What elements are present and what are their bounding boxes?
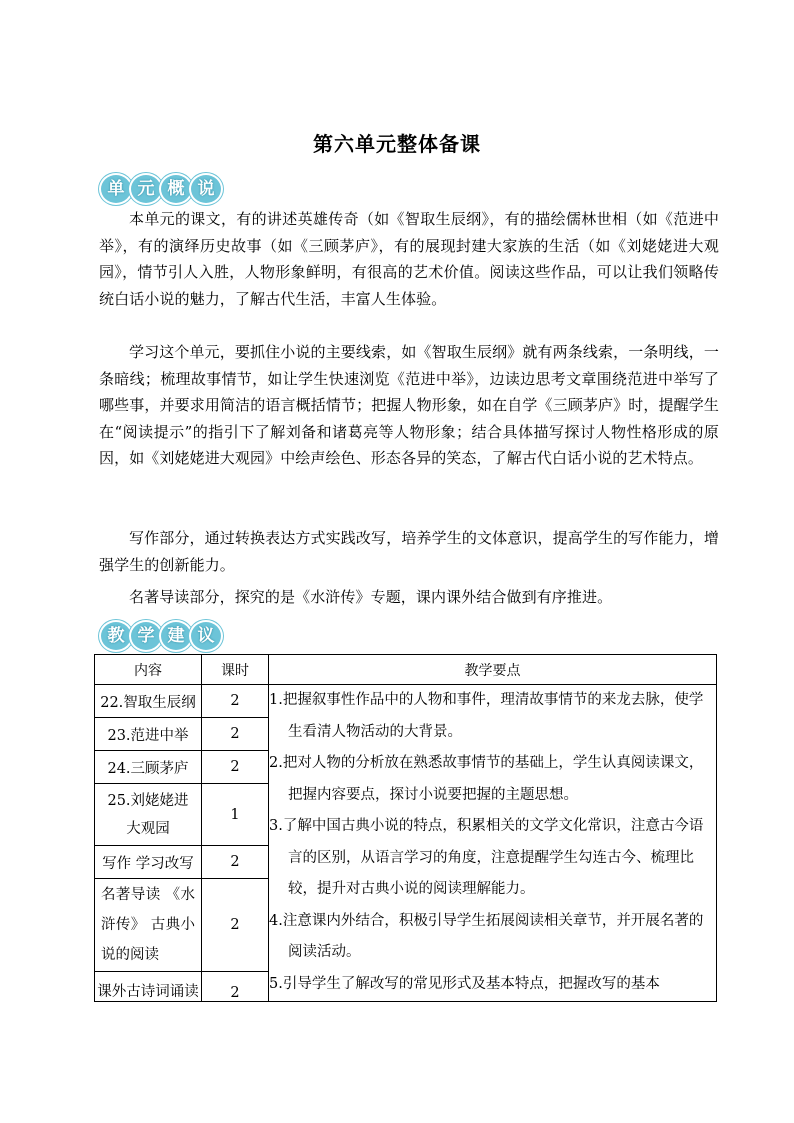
- row-content: 23.范进中举: [95, 718, 202, 751]
- heading-char: 概: [159, 173, 193, 205]
- overview-paragraph-4: 名著导读部分，探究的是《水浒传》专题，课内课外结合做到有序推进。: [129, 588, 613, 606]
- teaching-point: 1.把握叙事性作品中的人物和事件，理清故事情节的来龙去脉，使学生看清人物活动的大背景。: [269, 692, 704, 740]
- row-hours: 2: [202, 751, 269, 784]
- row-content: 课外古诗词诵读: [95, 972, 202, 1002]
- heading-char: 建: [159, 620, 193, 652]
- heading-char: 教: [99, 620, 133, 652]
- table-header-row: [95, 655, 717, 685]
- row-content: 名著导读 《水浒传》 古典小说的阅读: [101, 887, 195, 963]
- heading-char: 元: [129, 173, 163, 205]
- row-hours: 1: [202, 784, 269, 846]
- row-content: 22.智取生辰纲: [95, 685, 202, 718]
- row-hours: 2: [202, 846, 269, 879]
- heading-char: 单: [99, 173, 133, 205]
- header-content: 内容: [95, 655, 202, 685]
- heading-char: 议: [189, 620, 223, 652]
- teaching-point: 2.把对人物的分析放在熟悉故事情节的基础上，学生认真阅读课文，把握内容要点，探讨小说要把握的主题思想。: [269, 755, 704, 803]
- teaching-point: 5.引导学生了解改写的常见形式及基本特点，把握改写的基本: [269, 975, 660, 992]
- row-content: 写作 学习改写: [95, 846, 202, 879]
- overview-paragraph-3: 写作部分，通过转换表达方式实践改写，培养学生的文体意识，提高学生的写作能力，增强学生的创新能力。: [99, 529, 719, 574]
- overview-paragraph-1: 本单元的课文，有的讲述英雄传奇（如《智取生辰纲》，有的描绘儒林世相（如《范进中举》，有的演绎历史故事（如《三顾茅庐》，有的展现封建大家族的生活（如《刘姥姥进大观园》，情节引人入胜，人物形象鲜明，有很高的艺术价值。阅读这些作品，可以让我们领略传统白话小说的魅力，了解古代生活，丰富人生体验。: [99, 210, 719, 308]
- header-points: 教学要点: [269, 655, 717, 685]
- row-hours: 2: [202, 879, 269, 972]
- overview-paragraph-2: 学习这个单元，要抓住小说的主要线索，如《智取生辰纲》就有两条线索，一条明线，一条暗线；梳理故事情节，如让学生快速浏览《范进中举》，边读边思考文章围绕范进中举写了哪些事，并要求用简洁的语言概括情节；把握人物形象，如在自学《三顾茅庐》时，提醒学生在“阅读提示”的指引下了解刘备和诸葛亮等人物形象；结合具体描写探讨人物性格形成的原因，如《刘姥姥进大观园》中绘声绘色、形态各异的笑态，了解古代白话小说的艺术特点。: [99, 343, 719, 468]
- section-heading-overview: [99, 173, 219, 205]
- teaching-plan-table: [94, 654, 717, 1002]
- header-hours: 课时: [202, 655, 269, 685]
- teaching-points-cell: [269, 685, 717, 1002]
- teaching-point: 3.了解中国古典小说的特点，积累相关的文学文化常识，注意古今语言的区别，从语言学习的角度，注意提醒学生勾连古今、梳理比较，提升对古典小说的阅读理解能力。: [269, 818, 704, 897]
- row-hours: 2: [202, 972, 269, 1002]
- table-row: [95, 685, 717, 718]
- row-content: 24.三顾茅庐: [95, 751, 202, 784]
- row-hours: 2: [202, 718, 269, 751]
- row-content: 25.刘姥姥进大观园: [107, 792, 189, 837]
- page-title: 第六单元整体备课: [313, 132, 481, 156]
- section-heading-suggestions: [99, 620, 219, 652]
- heading-char: 学: [129, 620, 163, 652]
- row-hours: 2: [202, 685, 269, 718]
- teaching-point: 4.注意课内外结合，积极引导学生拓展阅读相关章节，并开展名著的阅读活动。: [269, 912, 704, 960]
- heading-char: 说: [189, 173, 223, 205]
